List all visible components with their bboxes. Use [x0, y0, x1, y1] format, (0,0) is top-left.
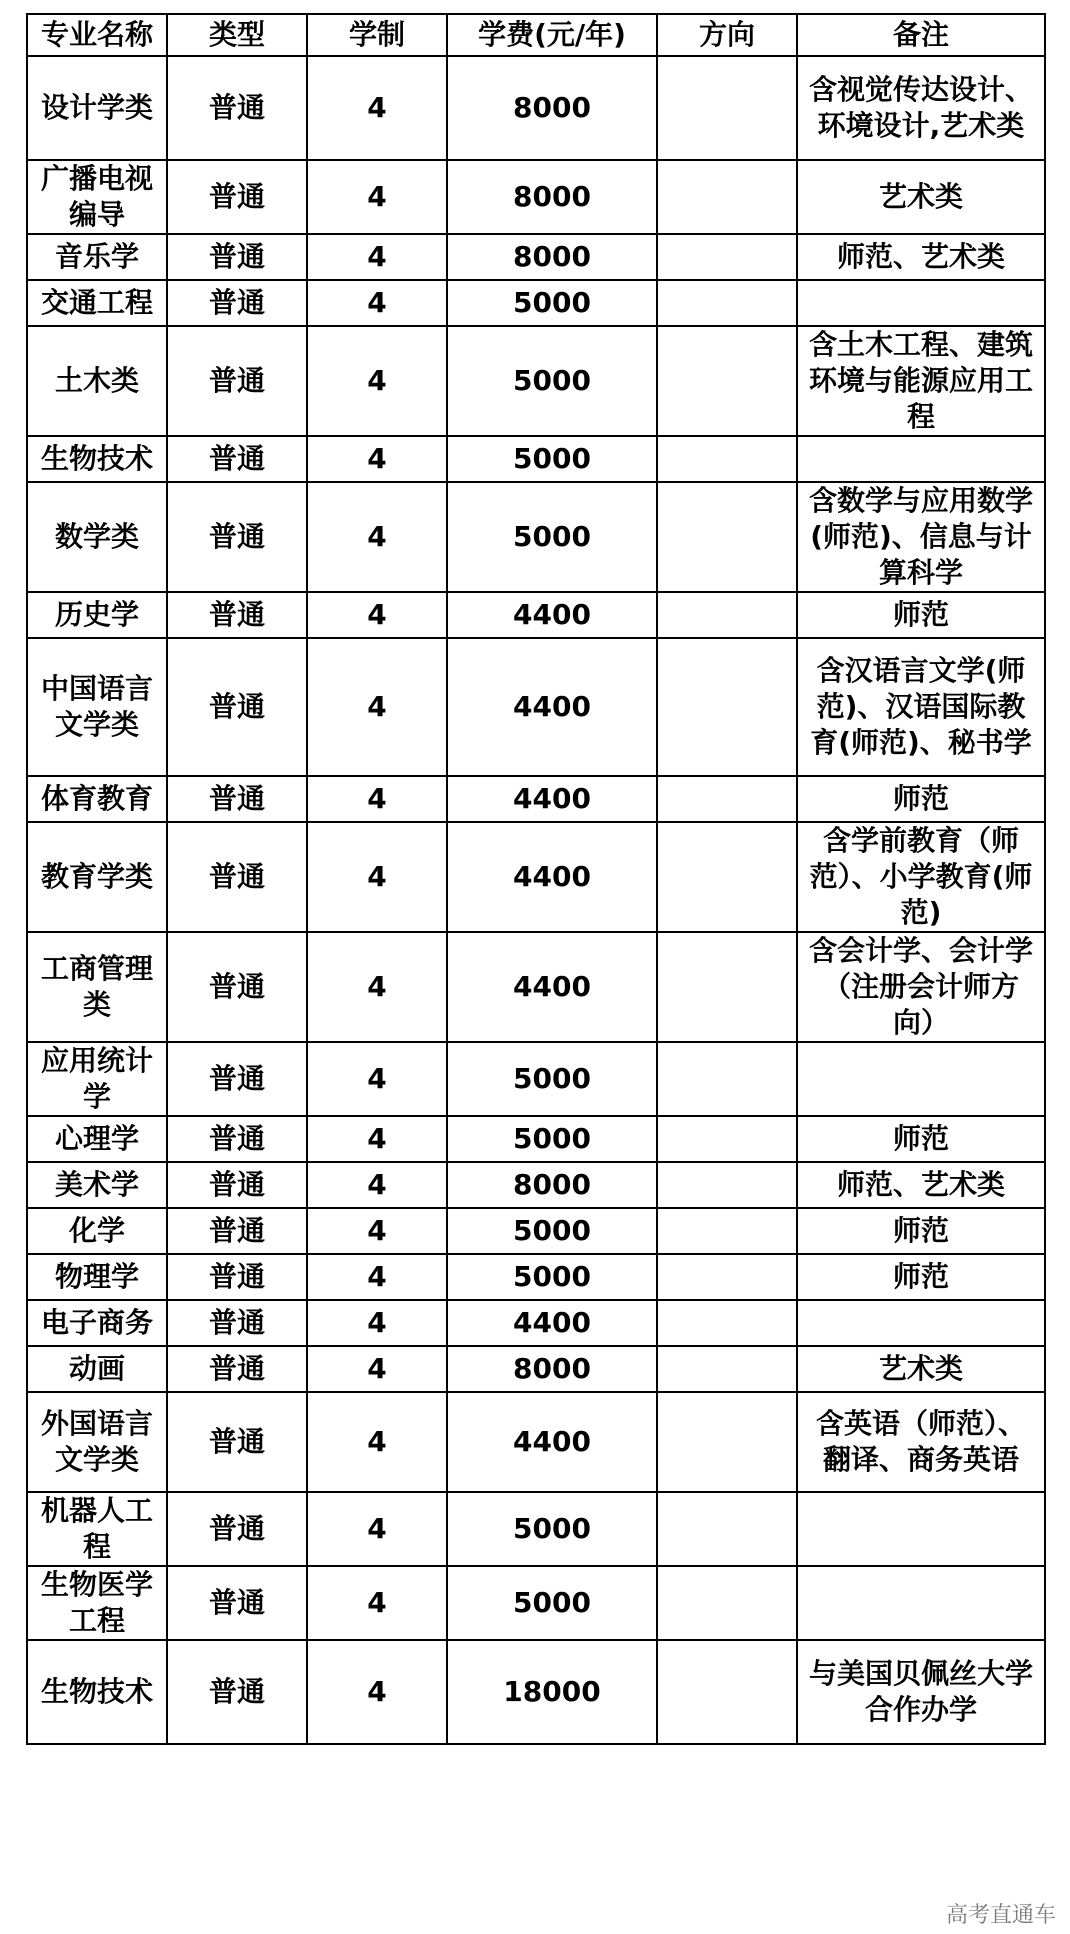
type-cell: 普通 — [167, 1116, 307, 1162]
direction-cell — [657, 326, 797, 436]
type-cell: 普通 — [167, 822, 307, 932]
table-row — [27, 482, 1045, 592]
table-row — [27, 932, 1045, 1042]
watermark: 高考直通车 — [945, 1903, 1056, 1928]
major-name-cell: 生物医学工程 — [27, 1566, 167, 1640]
tuition-cell: 5000 — [447, 326, 657, 436]
type-cell: 普通 — [167, 56, 307, 160]
tuition-cell: 5000 — [447, 1042, 657, 1116]
direction-cell — [657, 1566, 797, 1640]
table-row — [27, 280, 1045, 326]
tuition-cell: 5000 — [447, 482, 657, 592]
major-name-cell: 应用统计学 — [27, 1042, 167, 1116]
header-row — [27, 14, 1045, 56]
table-row — [27, 1116, 1045, 1162]
major-name-cell: 化学 — [27, 1208, 167, 1254]
major-name-cell: 中国语言文学类 — [27, 638, 167, 776]
tuition-cell: 4400 — [447, 932, 657, 1042]
header-years: 学制 — [307, 14, 447, 56]
table-row — [27, 1042, 1045, 1116]
type-cell: 普通 — [167, 592, 307, 638]
years-cell: 4 — [307, 1254, 447, 1300]
direction-cell — [657, 234, 797, 280]
major-name-cell: 生物技术 — [27, 1640, 167, 1744]
direction-cell — [657, 1492, 797, 1566]
table-body — [27, 56, 1045, 1744]
major-name-cell: 工商管理类 — [27, 932, 167, 1042]
table-row — [27, 436, 1045, 482]
notes-cell: 师范 — [797, 776, 1045, 822]
years-cell: 4 — [307, 56, 447, 160]
table-row — [27, 1640, 1045, 1744]
notes-cell: 师范 — [797, 1208, 1045, 1254]
table-row — [27, 638, 1045, 776]
major-name-cell: 音乐学 — [27, 234, 167, 280]
notes-cell: 与美国贝佩丝大学合作办学 — [797, 1640, 1045, 1744]
major-name-cell: 体育教育 — [27, 776, 167, 822]
header-major-name: 专业名称 — [27, 14, 167, 56]
major-name-cell: 教育学类 — [27, 822, 167, 932]
notes-cell — [797, 1042, 1045, 1116]
table-row — [27, 56, 1045, 160]
years-cell: 4 — [307, 1042, 447, 1116]
tuition-cell: 5000 — [447, 280, 657, 326]
type-cell: 普通 — [167, 1300, 307, 1346]
type-cell: 普通 — [167, 1254, 307, 1300]
header-type: 类型 — [167, 14, 307, 56]
years-cell: 4 — [307, 1492, 447, 1566]
direction-cell — [657, 1346, 797, 1392]
table-row — [27, 822, 1045, 932]
tuition-cell: 5000 — [447, 1492, 657, 1566]
direction-cell — [657, 1392, 797, 1492]
type-cell: 普通 — [167, 1392, 307, 1492]
notes-cell — [797, 1566, 1045, 1640]
years-cell: 4 — [307, 1208, 447, 1254]
major-name-cell: 动画 — [27, 1346, 167, 1392]
years-cell: 4 — [307, 436, 447, 482]
type-cell: 普通 — [167, 1208, 307, 1254]
direction-cell — [657, 482, 797, 592]
years-cell: 4 — [307, 482, 447, 592]
type-cell: 普通 — [167, 1566, 307, 1640]
major-name-cell: 数学类 — [27, 482, 167, 592]
tuition-cell: 8000 — [447, 1346, 657, 1392]
years-cell: 4 — [307, 160, 447, 234]
tuition-cell: 18000 — [447, 1640, 657, 1744]
direction-cell — [657, 1254, 797, 1300]
type-cell: 普通 — [167, 160, 307, 234]
years-cell: 4 — [307, 1300, 447, 1346]
notes-cell: 师范 — [797, 1116, 1045, 1162]
tuition-cell: 4400 — [447, 638, 657, 776]
years-cell: 4 — [307, 932, 447, 1042]
direction-cell — [657, 436, 797, 482]
header-tuition: 学费(元/年) — [447, 14, 657, 56]
years-cell: 4 — [307, 234, 447, 280]
type-cell: 普通 — [167, 1640, 307, 1744]
notes-cell — [797, 1492, 1045, 1566]
years-cell: 4 — [307, 776, 447, 822]
tuition-cell: 4400 — [447, 592, 657, 638]
major-name-cell: 物理学 — [27, 1254, 167, 1300]
notes-cell: 师范 — [797, 592, 1045, 638]
tuition-cell: 4400 — [447, 776, 657, 822]
major-name-cell: 设计学类 — [27, 56, 167, 160]
years-cell: 4 — [307, 1116, 447, 1162]
direction-cell — [657, 1162, 797, 1208]
majors-table — [26, 13, 1046, 1745]
type-cell: 普通 — [167, 932, 307, 1042]
direction-cell — [657, 1208, 797, 1254]
direction-cell — [657, 160, 797, 234]
table-row — [27, 1392, 1045, 1492]
type-cell: 普通 — [167, 1162, 307, 1208]
years-cell: 4 — [307, 592, 447, 638]
table-row — [27, 1254, 1045, 1300]
notes-cell: 师范、艺术类 — [797, 234, 1045, 280]
direction-cell — [657, 1640, 797, 1744]
years-cell: 4 — [307, 1346, 447, 1392]
type-cell: 普通 — [167, 234, 307, 280]
notes-cell: 含会计学、会计学（注册会计师方向） — [797, 932, 1045, 1042]
major-name-cell: 广播电视编导 — [27, 160, 167, 234]
type-cell: 普通 — [167, 1042, 307, 1116]
notes-cell: 艺术类 — [797, 160, 1045, 234]
table-row — [27, 1208, 1045, 1254]
type-cell: 普通 — [167, 776, 307, 822]
years-cell: 4 — [307, 1566, 447, 1640]
tuition-cell: 8000 — [447, 234, 657, 280]
major-name-cell: 美术学 — [27, 1162, 167, 1208]
tuition-cell: 4400 — [447, 1392, 657, 1492]
tuition-cell: 8000 — [447, 56, 657, 160]
header-notes: 备注 — [797, 14, 1045, 56]
tuition-cell: 5000 — [447, 1208, 657, 1254]
direction-cell — [657, 1042, 797, 1116]
years-cell: 4 — [307, 1640, 447, 1744]
years-cell: 4 — [307, 1392, 447, 1492]
table-row — [27, 1300, 1045, 1346]
notes-cell: 含汉语言文学(师范)、汉语国际教育(师范)、秘书学 — [797, 638, 1045, 776]
tuition-cell: 4400 — [447, 822, 657, 932]
tuition-cell: 8000 — [447, 1162, 657, 1208]
type-cell: 普通 — [167, 436, 307, 482]
tuition-cell: 5000 — [447, 1254, 657, 1300]
direction-cell — [657, 280, 797, 326]
major-name-cell: 外国语言文学类 — [27, 1392, 167, 1492]
type-cell: 普通 — [167, 1346, 307, 1392]
type-cell: 普通 — [167, 280, 307, 326]
tuition-cell: 5000 — [447, 436, 657, 482]
major-name-cell: 心理学 — [27, 1116, 167, 1162]
major-name-cell: 历史学 — [27, 592, 167, 638]
notes-cell: 含土木工程、建筑环境与能源应用工程 — [797, 326, 1045, 436]
table-row — [27, 160, 1045, 234]
type-cell: 普通 — [167, 638, 307, 776]
table-row — [27, 592, 1045, 638]
direction-cell — [657, 638, 797, 776]
major-name-cell: 生物技术 — [27, 436, 167, 482]
notes-cell: 师范 — [797, 1254, 1045, 1300]
table-row — [27, 776, 1045, 822]
type-cell: 普通 — [167, 482, 307, 592]
major-name-cell: 土木类 — [27, 326, 167, 436]
major-name-cell: 电子商务 — [27, 1300, 167, 1346]
notes-cell: 艺术类 — [797, 1346, 1045, 1392]
header-direction: 方向 — [657, 14, 797, 56]
table-row — [27, 326, 1045, 436]
direction-cell — [657, 592, 797, 638]
years-cell: 4 — [307, 1162, 447, 1208]
notes-cell — [797, 280, 1045, 326]
type-cell: 普通 — [167, 1492, 307, 1566]
years-cell: 4 — [307, 280, 447, 326]
tuition-cell: 8000 — [447, 160, 657, 234]
tuition-cell: 5000 — [447, 1566, 657, 1640]
major-name-cell: 机器人工程 — [27, 1492, 167, 1566]
direction-cell — [657, 1116, 797, 1162]
direction-cell — [657, 822, 797, 932]
table-row — [27, 1566, 1045, 1640]
tuition-cell: 5000 — [447, 1116, 657, 1162]
notes-cell: 含学前教育（师范）、小学教育(师范) — [797, 822, 1045, 932]
notes-cell: 含英语（师范）、翻译、商务英语 — [797, 1392, 1045, 1492]
notes-cell: 含数学与应用数学(师范)、信息与计算科学 — [797, 482, 1045, 592]
table-row — [27, 1346, 1045, 1392]
notes-cell: 含视觉传达设计、环境设计,艺术类 — [797, 56, 1045, 160]
years-cell: 4 — [307, 326, 447, 436]
direction-cell — [657, 1300, 797, 1346]
direction-cell — [657, 56, 797, 160]
direction-cell — [657, 932, 797, 1042]
notes-cell: 师范、艺术类 — [797, 1162, 1045, 1208]
table-row — [27, 1162, 1045, 1208]
notes-cell — [797, 1300, 1045, 1346]
table-row — [27, 234, 1045, 280]
table-row — [27, 1492, 1045, 1566]
years-cell: 4 — [307, 822, 447, 932]
notes-cell — [797, 436, 1045, 482]
tuition-cell: 4400 — [447, 1300, 657, 1346]
type-cell: 普通 — [167, 326, 307, 436]
years-cell: 4 — [307, 638, 447, 776]
direction-cell — [657, 776, 797, 822]
major-name-cell: 交通工程 — [27, 280, 167, 326]
